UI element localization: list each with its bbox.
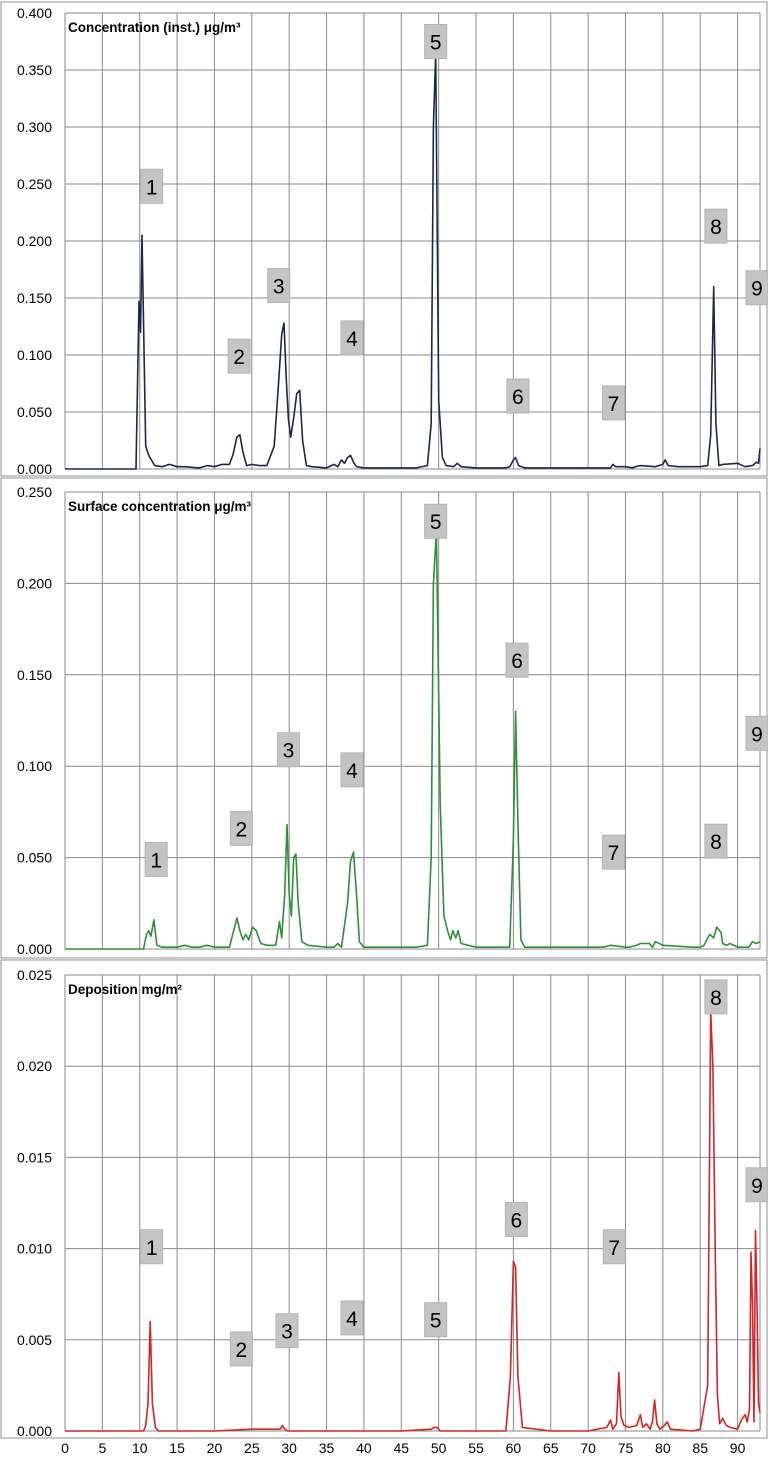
marker-label: 6 [510, 1209, 523, 1233]
y-tick-label: 0.250 [16, 484, 52, 500]
marker-label: 2 [233, 346, 245, 370]
source-marker-2 [230, 1332, 252, 1366]
y-tick-label: 0.250 [16, 176, 52, 192]
panel-frame [1, 960, 767, 1438]
marker-label: 1 [150, 849, 163, 873]
source-marker-4 [341, 321, 363, 355]
marker-label: 5 [429, 31, 442, 55]
marker-label: 6 [512, 386, 524, 410]
marker-label: 6 [511, 650, 523, 674]
source-marker-5 [425, 25, 447, 59]
marker-label: 4 [346, 1307, 358, 1331]
marker-label: 1 [145, 1236, 158, 1260]
marker-label: 5 [429, 1309, 442, 1333]
source-marker-2 [230, 811, 252, 845]
x-tick-label: 35 [318, 1440, 335, 1456]
x-tick-label: 25 [244, 1440, 260, 1456]
y-tick-label: 0.300 [16, 119, 52, 135]
surface-concentration-panel [1, 478, 768, 958]
y-tick-label: 0.050 [16, 849, 52, 866]
y-tick-label: 0.200 [16, 575, 52, 592]
source-marker-5 [425, 1303, 447, 1337]
marker-label: 8 [710, 216, 722, 240]
source-marker-4 [341, 753, 363, 787]
marker-label: 3 [281, 1320, 293, 1344]
source-marker-7 [603, 386, 625, 420]
marker-label: 2 [235, 818, 248, 842]
source-marker-3 [276, 1314, 298, 1348]
marker-label: 2 [235, 1338, 248, 1362]
source-marker-8 [705, 209, 727, 243]
x-tick-label: 30 [281, 1440, 297, 1456]
y-tick-label: 0.100 [16, 758, 52, 775]
y-tick-label: 0.000 [16, 461, 52, 477]
panel-title: Deposition mg/m² [68, 982, 182, 997]
source-marker-9 [746, 716, 768, 750]
source-marker-7 [603, 1230, 625, 1264]
marker-label: 9 [751, 1174, 763, 1198]
x-tick-label: 70 [580, 1440, 596, 1456]
concentration-panel [1, 2, 768, 477]
source-marker-9 [746, 1168, 768, 1202]
marker-label: 3 [282, 739, 295, 763]
x-tick-label: 45 [393, 1440, 410, 1456]
marker-label: 7 [607, 392, 620, 416]
source-marker-6 [507, 379, 529, 413]
deposition-panel [1, 960, 768, 1456]
marker-label: 7 [608, 1236, 621, 1260]
y-tick-label: 0.025 [16, 967, 52, 983]
panel-title: Surface concentration μg/m³ [68, 499, 252, 514]
marker-label: 8 [710, 986, 722, 1010]
y-tick-label: 0.100 [16, 347, 52, 363]
y-tick-label: 0.000 [16, 1423, 52, 1439]
panel-title: Concentration (inst.) μg/m³ [68, 20, 241, 35]
y-tick-label: 0.400 [16, 5, 52, 21]
x-tick-label: 10 [131, 1440, 148, 1456]
source-marker-2 [228, 339, 250, 373]
source-marker-8 [705, 824, 727, 858]
source-marker-6 [506, 643, 528, 677]
x-tick-label: 0 [61, 1440, 69, 1456]
source-marker-6 [505, 1202, 527, 1236]
marker-label: 9 [751, 277, 763, 301]
y-tick-label: 0.015 [16, 1149, 52, 1166]
y-tick-label: 0.150 [16, 290, 52, 306]
source-marker-9 [746, 271, 768, 305]
panel-frame [1, 2, 767, 476]
source-marker-8 [705, 980, 727, 1014]
x-tick-label: 65 [542, 1440, 559, 1456]
marker-label: 3 [272, 275, 285, 299]
marker-label: 5 [429, 511, 442, 535]
x-tick-label: 15 [169, 1440, 185, 1456]
y-tick-label: 0.150 [16, 666, 52, 683]
x-tick-label: 75 [617, 1440, 634, 1456]
y-tick-label: 0.020 [16, 1058, 52, 1075]
x-tick-label: 90 [729, 1440, 746, 1456]
marker-label: 4 [346, 327, 358, 351]
x-tick-label: 20 [206, 1440, 223, 1456]
y-tick-label: 0.000 [16, 941, 52, 957]
marker-label: 4 [346, 759, 358, 783]
source-marker-1 [141, 1230, 163, 1264]
source-marker-1 [145, 842, 167, 876]
source-marker-3 [268, 268, 290, 302]
x-tick-label: 85 [692, 1440, 709, 1456]
source-marker-1 [141, 169, 163, 203]
y-tick-label: 0.010 [16, 1240, 52, 1257]
marker-label: 9 [751, 723, 763, 747]
marker-label: 7 [607, 842, 620, 866]
y-tick-label: 0.005 [16, 1331, 52, 1348]
marker-label: 1 [145, 176, 158, 200]
source-marker-7 [603, 835, 625, 869]
x-tick-label: 5 [98, 1440, 107, 1456]
marker-label: 8 [710, 831, 722, 855]
x-tick-label: 40 [356, 1440, 372, 1456]
panel-frame [1, 478, 767, 958]
y-tick-label: 0.200 [16, 233, 52, 249]
source-marker-3 [277, 733, 299, 767]
x-tick-label: 60 [505, 1440, 522, 1456]
y-tick-label: 0.350 [16, 62, 52, 78]
y-tick-label: 0.050 [16, 404, 52, 420]
x-tick-label: 50 [430, 1440, 447, 1456]
x-tick-label: 80 [655, 1440, 671, 1456]
source-marker-5 [425, 504, 447, 538]
x-tick-label: 55 [468, 1440, 484, 1456]
source-marker-4 [341, 1301, 363, 1335]
